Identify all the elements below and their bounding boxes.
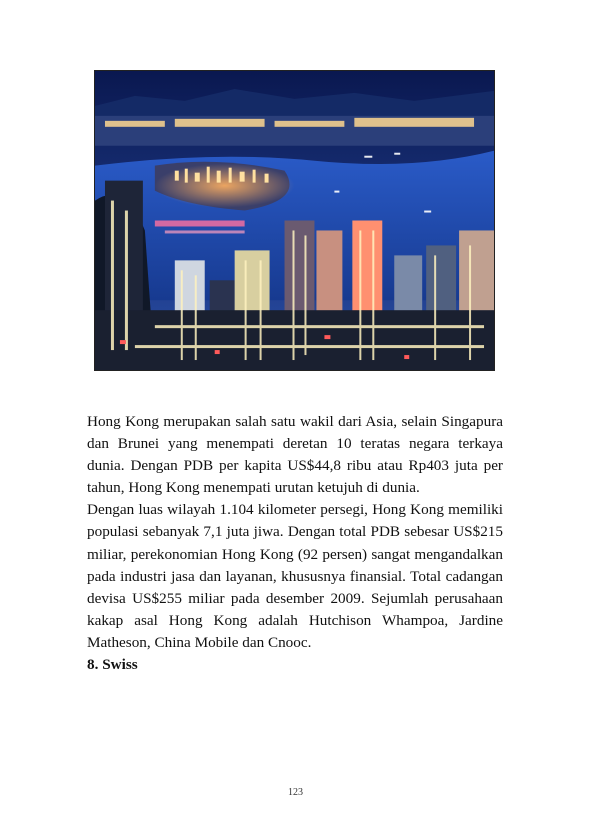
paragraph-1: Hong Kong merupakan salah satu wakil dari Asia, selain Singapura dan Brunei yang menempati deretan 10 teratas negara terkaya dunia. Dengan PDB per kapita US$44,8 ribu atau Rp403 juta per tahun, Hong Kong menempati urutan ketujuh di dunia.	[87, 413, 503, 497]
hong-kong-skyline-photo	[94, 70, 495, 371]
skyline-illustration	[95, 71, 494, 370]
page-number: 123	[288, 787, 303, 798]
paragraph-2: Dengan luas wilayah 1.104 kilometer persegi, Hong Kong memiliki populasi sebanyak 7,1 juta jiwa. Dengan total PDB sebesar US$215 miliar, perekonomian Hong Kong (92 persen) sangat mengandalkan pada industri jasa dan layanan, khususnya finansial. Total cadangan devisa US$255 miliar pada desember 2009. Sejumlah perusahaan kakap asal Hong Kong adalah Hutchison Whampoa, Jardine Matheson, China Mobile dan Cnooc.	[87, 501, 503, 651]
article-body	[87, 411, 503, 676]
section-heading: 8. Swiss	[87, 656, 138, 674]
